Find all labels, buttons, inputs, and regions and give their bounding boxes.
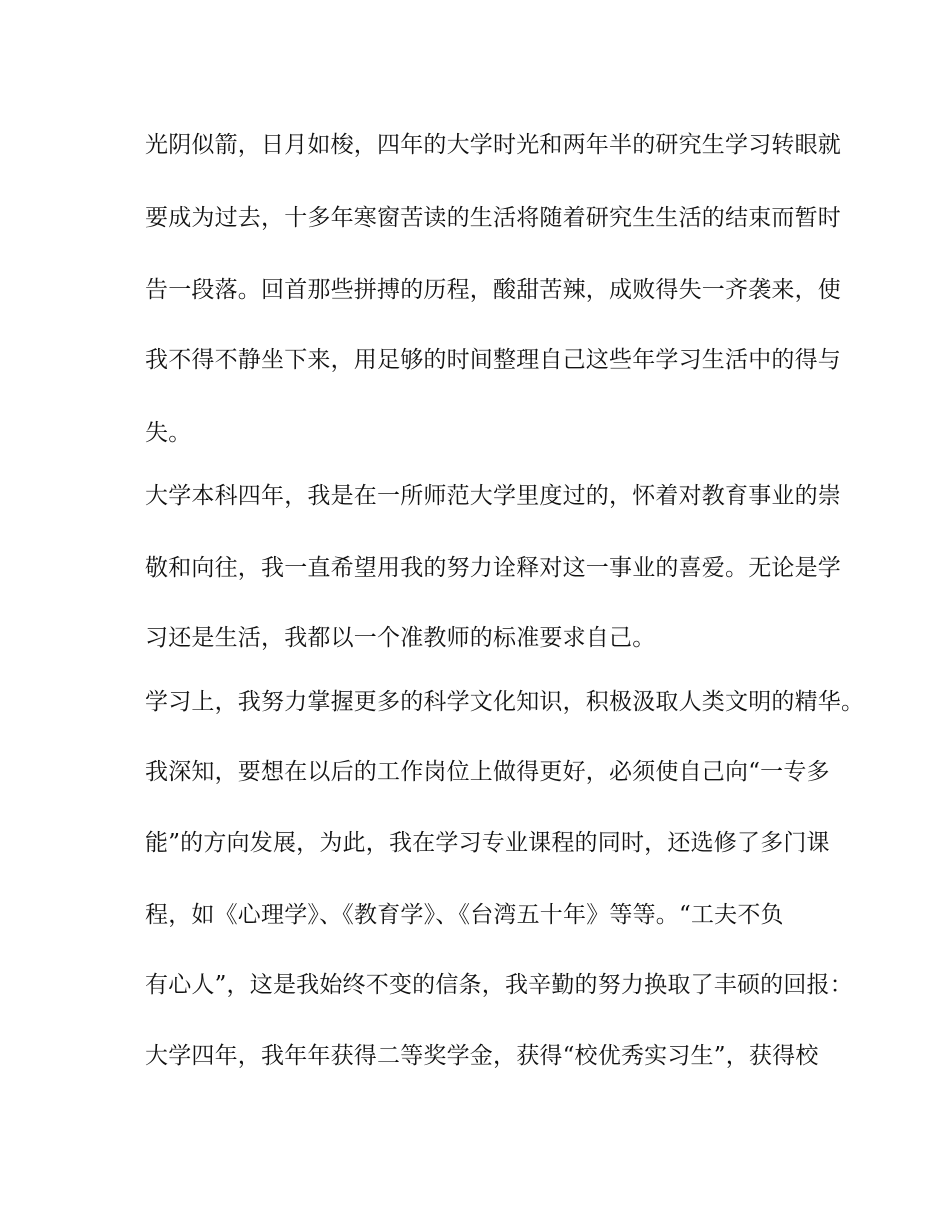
text-line: 程，如《心理学》、《教育学》、《台湾五十年》等等。“工夫不负	[145, 902, 784, 928]
text-line: 我不得不静坐下来，用足够的时间整理自己这些年学习生活中的得与	[145, 347, 841, 373]
text-line: 学习上，我努力掌握更多的科学文化知识，积极汲取人类文明的精华。	[145, 689, 865, 715]
text-line: 光阴似箭，日月如梭，四年的大学时光和两年半的研究生学习转眼就	[145, 132, 841, 158]
text-line: 大学本科四年，我是在一所师范大学里度过的，怀着对教育事业的崇	[145, 483, 841, 509]
text-line: 我深知，要想在以后的工作岗位上做得更好，必须使自己向“一专多	[145, 759, 830, 785]
text-line: 能”的方向发展，为此，我在学习专业课程的同时，还选修了多门课	[145, 830, 830, 856]
text-line: 敬和向往，我一直希望用我的努力诠释对这一事业的喜爱。无论是学	[145, 555, 841, 581]
text-line: 有心人”，这是我始终不变的信条，我辛勤的努力换取了丰硕的回报：	[145, 972, 853, 998]
text-line: 失。	[145, 420, 192, 446]
text-line: 告一段落。回首那些拼搏的历程，酸甜苦辣，成败得失一齐袭来，使	[145, 277, 841, 303]
text-line: 要成为过去，十多年寒窗苦读的生活将随着研究生生活的结束而暂时	[145, 205, 841, 231]
text-line: 大学四年，我年年获得二等奖学金，获得“校优秀实习生”，获得校	[145, 1043, 819, 1069]
text-line: 习还是生活，我都以一个准教师的标准要求自己。	[145, 625, 656, 651]
